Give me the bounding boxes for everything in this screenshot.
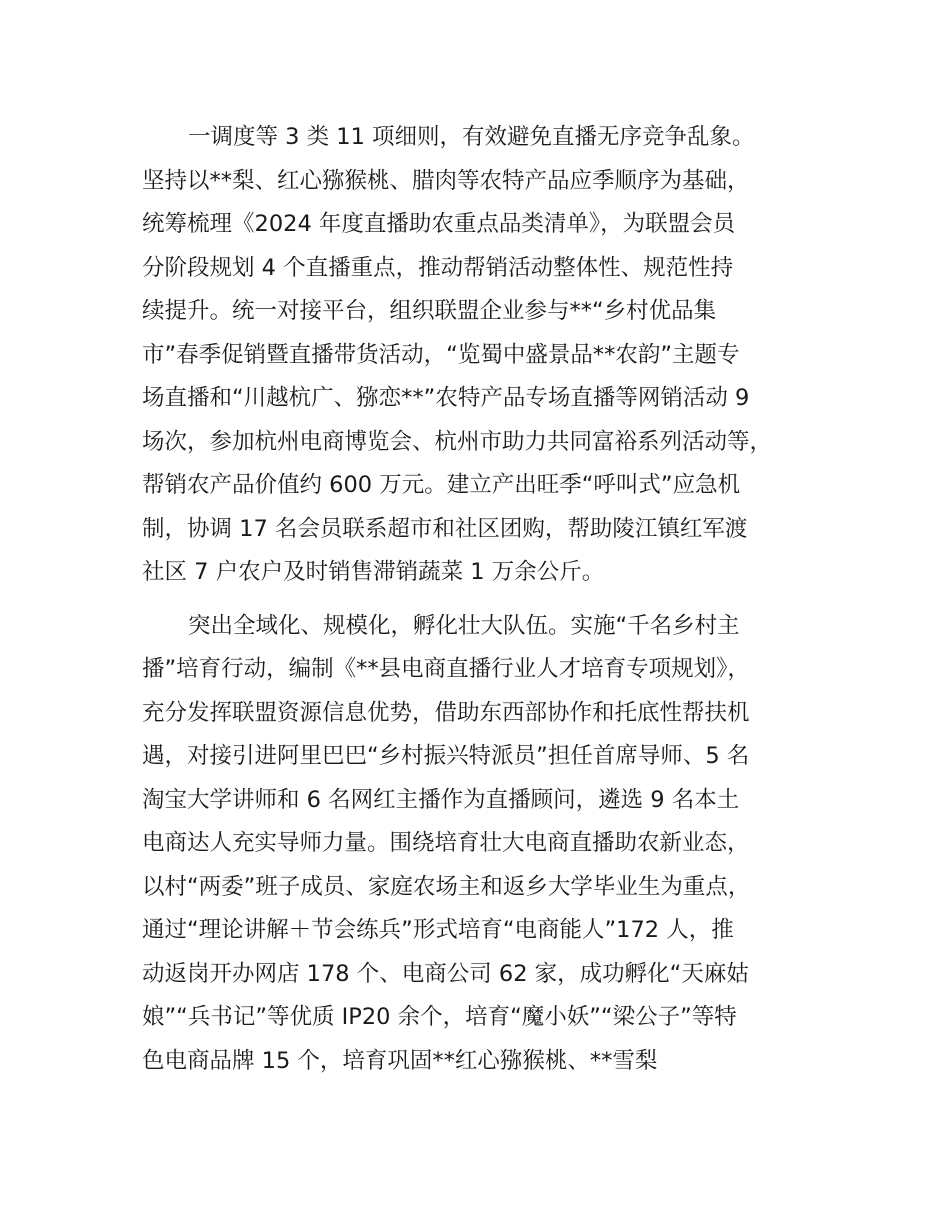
text-line: 场直播和“川越杭广、猕恋**”农特产品专场直播等网销活动 9 bbox=[142, 385, 750, 411]
text-line: 一调度等 3 类 11 项细则，有效避免直播无序竞争乱象。 bbox=[188, 124, 755, 150]
text-line: 电商达人充实导师力量。围绕培育壮大电商直播助农新业态， bbox=[142, 830, 750, 856]
text-line: 坚持以**梨、红心猕猴桃、腊肉等农特产品应季顺序为基础， bbox=[142, 167, 750, 194]
text-line: 娘”“兵书记”等优质 IP20 余个，培育“魔小妖”“梁公子”等特 bbox=[142, 1004, 737, 1030]
text-line: 场次，参加杭州电商博览会、杭州市助力共同富裕系列活动等， bbox=[142, 428, 773, 455]
text-line: 动返岗开办网店 178 个、电商公司 62 家，成功孵化“天麻姑 bbox=[142, 960, 749, 987]
text-line: 遇，对接引进阿里巴巴“乡村振兴特派员”担任首席导师、5 名 bbox=[142, 743, 750, 769]
text-line: 播”培育行动，编制《**县电商直播行业人才培育专项规划》， bbox=[142, 656, 750, 682]
text-line: 续提升。统一对接平台，组织联盟企业参与**“乡村优品集 bbox=[142, 298, 717, 324]
text-line: 突出全域化、规模化，孵化壮大队伍。实施“千名乡村主 bbox=[188, 612, 740, 639]
text-line: 分阶段规划 4 个直播重点，推动帮销活动整体性、规范性持 bbox=[142, 254, 734, 281]
text-line: 统筹梳理《2024 年度直播助农重点品类清单》，为联盟会员 bbox=[142, 211, 736, 237]
document-body bbox=[142, 116, 842, 1083]
text-line: 社区 7 户农户及时销售滞销蔬菜 1 万余公斤。 bbox=[142, 559, 605, 585]
text-line: 色电商品牌 15 个，培育巩固**红心猕猴桃、**雪梨 bbox=[142, 1047, 658, 1074]
text-line: 淘宝大学讲师和 6 名网红主播作为直播顾问，遴选 9 名本土 bbox=[142, 786, 740, 813]
text-line: 通过“理论讲解＋节会练兵”形式培育“电商能人”172 人，推 bbox=[142, 917, 734, 943]
text-line: 以村“两委”班子成员、家庭农场主和返乡大学毕业生为重点， bbox=[142, 873, 751, 900]
text-line: 充分发挥联盟资源信息优势，借助东西部协作和托底性帮扶机 bbox=[142, 699, 750, 726]
text-line: 市”春季促销暨直播带货活动，“览蜀中盛景品**农韵”主题专 bbox=[142, 341, 740, 368]
paragraph-spacer bbox=[142, 595, 842, 605]
paragraph-2 bbox=[142, 605, 842, 1084]
paragraph-1 bbox=[142, 116, 842, 595]
text-line: 帮销农产品价值约 600 万元。建立产出旺季“呼叫式”应急机 bbox=[142, 472, 741, 498]
text-line: 制，协调 17 名会员联系超市和社区团购，帮助陵江镇红军渡 bbox=[142, 515, 748, 542]
